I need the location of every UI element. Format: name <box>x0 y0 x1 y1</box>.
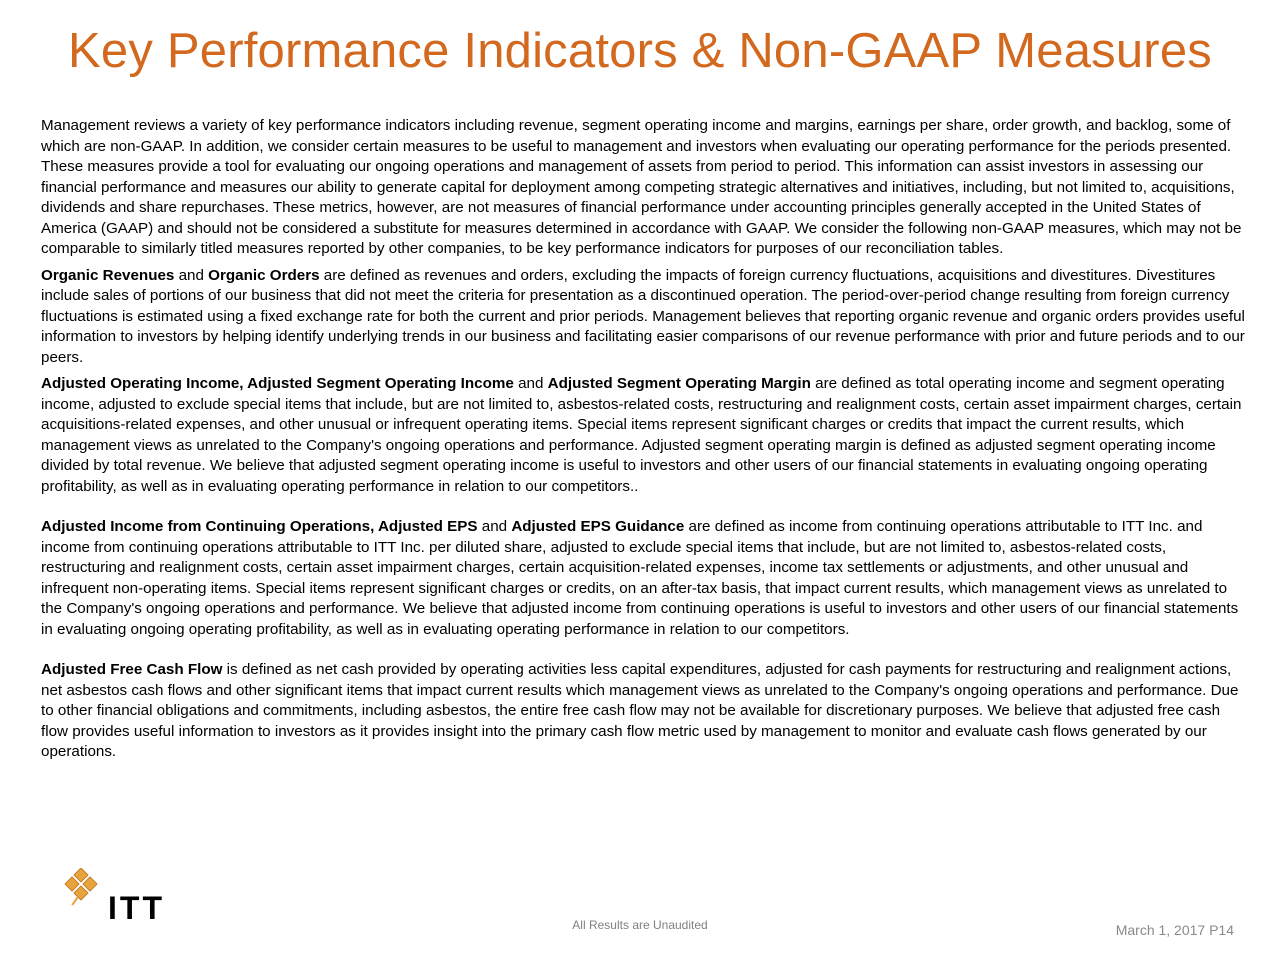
organic-text: are defined as revenues and orders, excluding the impacts of foreign currency fluctuations, acquisitions and divestitures. Divestitures include sales of portions of our business that did not meet the criteria for presentation as a discontinued operation. The period-over-period change resulting from foreign currency fluctuations is estimated using a fixed exchange rate for both the current and prior periods. Management believes that reporting organic revenue and organic orders provides useful information to investors by helping identify underlying trends in our business and facilitating easier comparisons of our revenue performance with prior and future periods and to our peers. <box>41 266 1245 366</box>
itt-logo-text: ITT <box>108 890 165 926</box>
free-cash-flow-text: is defined as net cash provided by operating activities less capital expenditures, adjusted for cash payments for restructuring and realignment actions, net asbestos cash flows and other significant items that impact current results which management views as unrelated to the Company's ongoing operations and performance. Due to other financial obligations and commitments, including asbestos, the entire free cash flow may not be available for discretionary purposes. We believe that adjusted free cash flow provides useful information to investors as it provides insight into the primary cash flow metric used by management to monitor and evaluate cash flows generated by our operations. <box>41 661 1239 760</box>
itt-logo-icon <box>62 868 102 908</box>
date-page-number: March 1, 2017 P14 <box>1115 922 1234 938</box>
adjusted-operating-term-1: Adjusted Operating Income, Adjusted Segment Operating Income <box>41 375 514 392</box>
organic-paragraph <box>41 266 1246 369</box>
adjusted-operating-text: are defined as total operating income and segment operating income, adjusted to exclude special items that include, but are not limited to, asbestos-related costs, restructuring and realignment costs, certain asset impairment charges, certain acquisitions-related expenses, and other unusual or infrequent operating items. Special items represent significant charges or credits that impact the current results, which management views as unrelated to the Company's ongoing operations and performance. Adjusted segment operating margin is defined as adjusted segment operating income divided by total revenue. We believe that adjusted segment operating income is useful to investors and other users of our financial statements in evaluating ongoing operating profitability, as well as in evaluating operating performance in relation to our competitors.. <box>41 375 1242 495</box>
body-content <box>41 116 1246 763</box>
page-title: Key Performance Indicators & Non-GAAP Measures <box>68 24 1212 78</box>
adjusted-income-joiner: and <box>477 518 512 535</box>
adjusted-income-text: are defined as income from continuing operations attributable to ITT Inc. and income from continuing operations attributable to ITT Inc. per diluted share, adjusted to exclude special items that include, but are not limited to, asbestos-related costs, restructuring and realignment costs, certain asset impairment charges, certain acquisition-related expenses, income tax settlements or adjustments, and other unusual and infrequent non-operating items. Special items represent significant charges or credits, on an after-tax basis, that impact current results, which management views as unrelated to the Company's ongoing operations and performance. We believe that adjusted income from continuing operations is useful to investors and other users of our financial statements in evaluating ongoing operating profitability, as well as in evaluating operating performance in relation to our competitors. <box>41 518 1239 638</box>
organic-term-2: Organic Orders <box>208 266 320 284</box>
organic-term-1: Organic Revenues <box>41 266 175 284</box>
free-cash-flow-term: Adjusted Free Cash Flow <box>41 661 223 678</box>
adjusted-operating-joiner: and <box>513 375 548 392</box>
intro-paragraph: Management reviews a variety of key performance indicators including revenue, segment operating income and margins, earnings per share, order growth, and backlog, some of which are non-GAAP. In addition, we consider certain measures to be useful to management and investors when evaluating our operating performance for the periods presented. These measures provide a tool for evaluating our ongoing operations and management of assets from period to period. This information can assist investors in assessing our financial performance and measures our ability to generate capital for deployment among competing strategic alternatives and initiatives, including, but not limited to, acquisitions, dividends and share repurchases. These metrics, however, are not measures of financial performance under accounting principles generally accepted in the United States of America (GAAP) and should not be considered a substitute for measures determined in accordance with GAAP. We consider the following non-GAAP measures, which may not be comparable to similarly titled measures reported by other companies, to be key performance indicators for purposes of our reconciliation tables. <box>41 117 1242 257</box>
free-cash-flow-paragraph <box>41 660 1246 763</box>
adjusted-income-paragraph <box>41 517 1246 640</box>
adjusted-income-term-2: Adjusted EPS Guidance <box>511 518 685 535</box>
adjusted-operating-paragraph <box>41 374 1246 497</box>
organic-joiner: and <box>174 266 209 284</box>
adjusted-operating-term-2: Adjusted Segment Operating Margin <box>547 375 811 392</box>
adjusted-income-term-1: Adjusted Income from Continuing Operations, Adjusted EPS <box>41 518 478 535</box>
unaudited-note <box>0 918 1280 932</box>
unaudited-note-text: All Results are Unaudited <box>572 918 708 932</box>
